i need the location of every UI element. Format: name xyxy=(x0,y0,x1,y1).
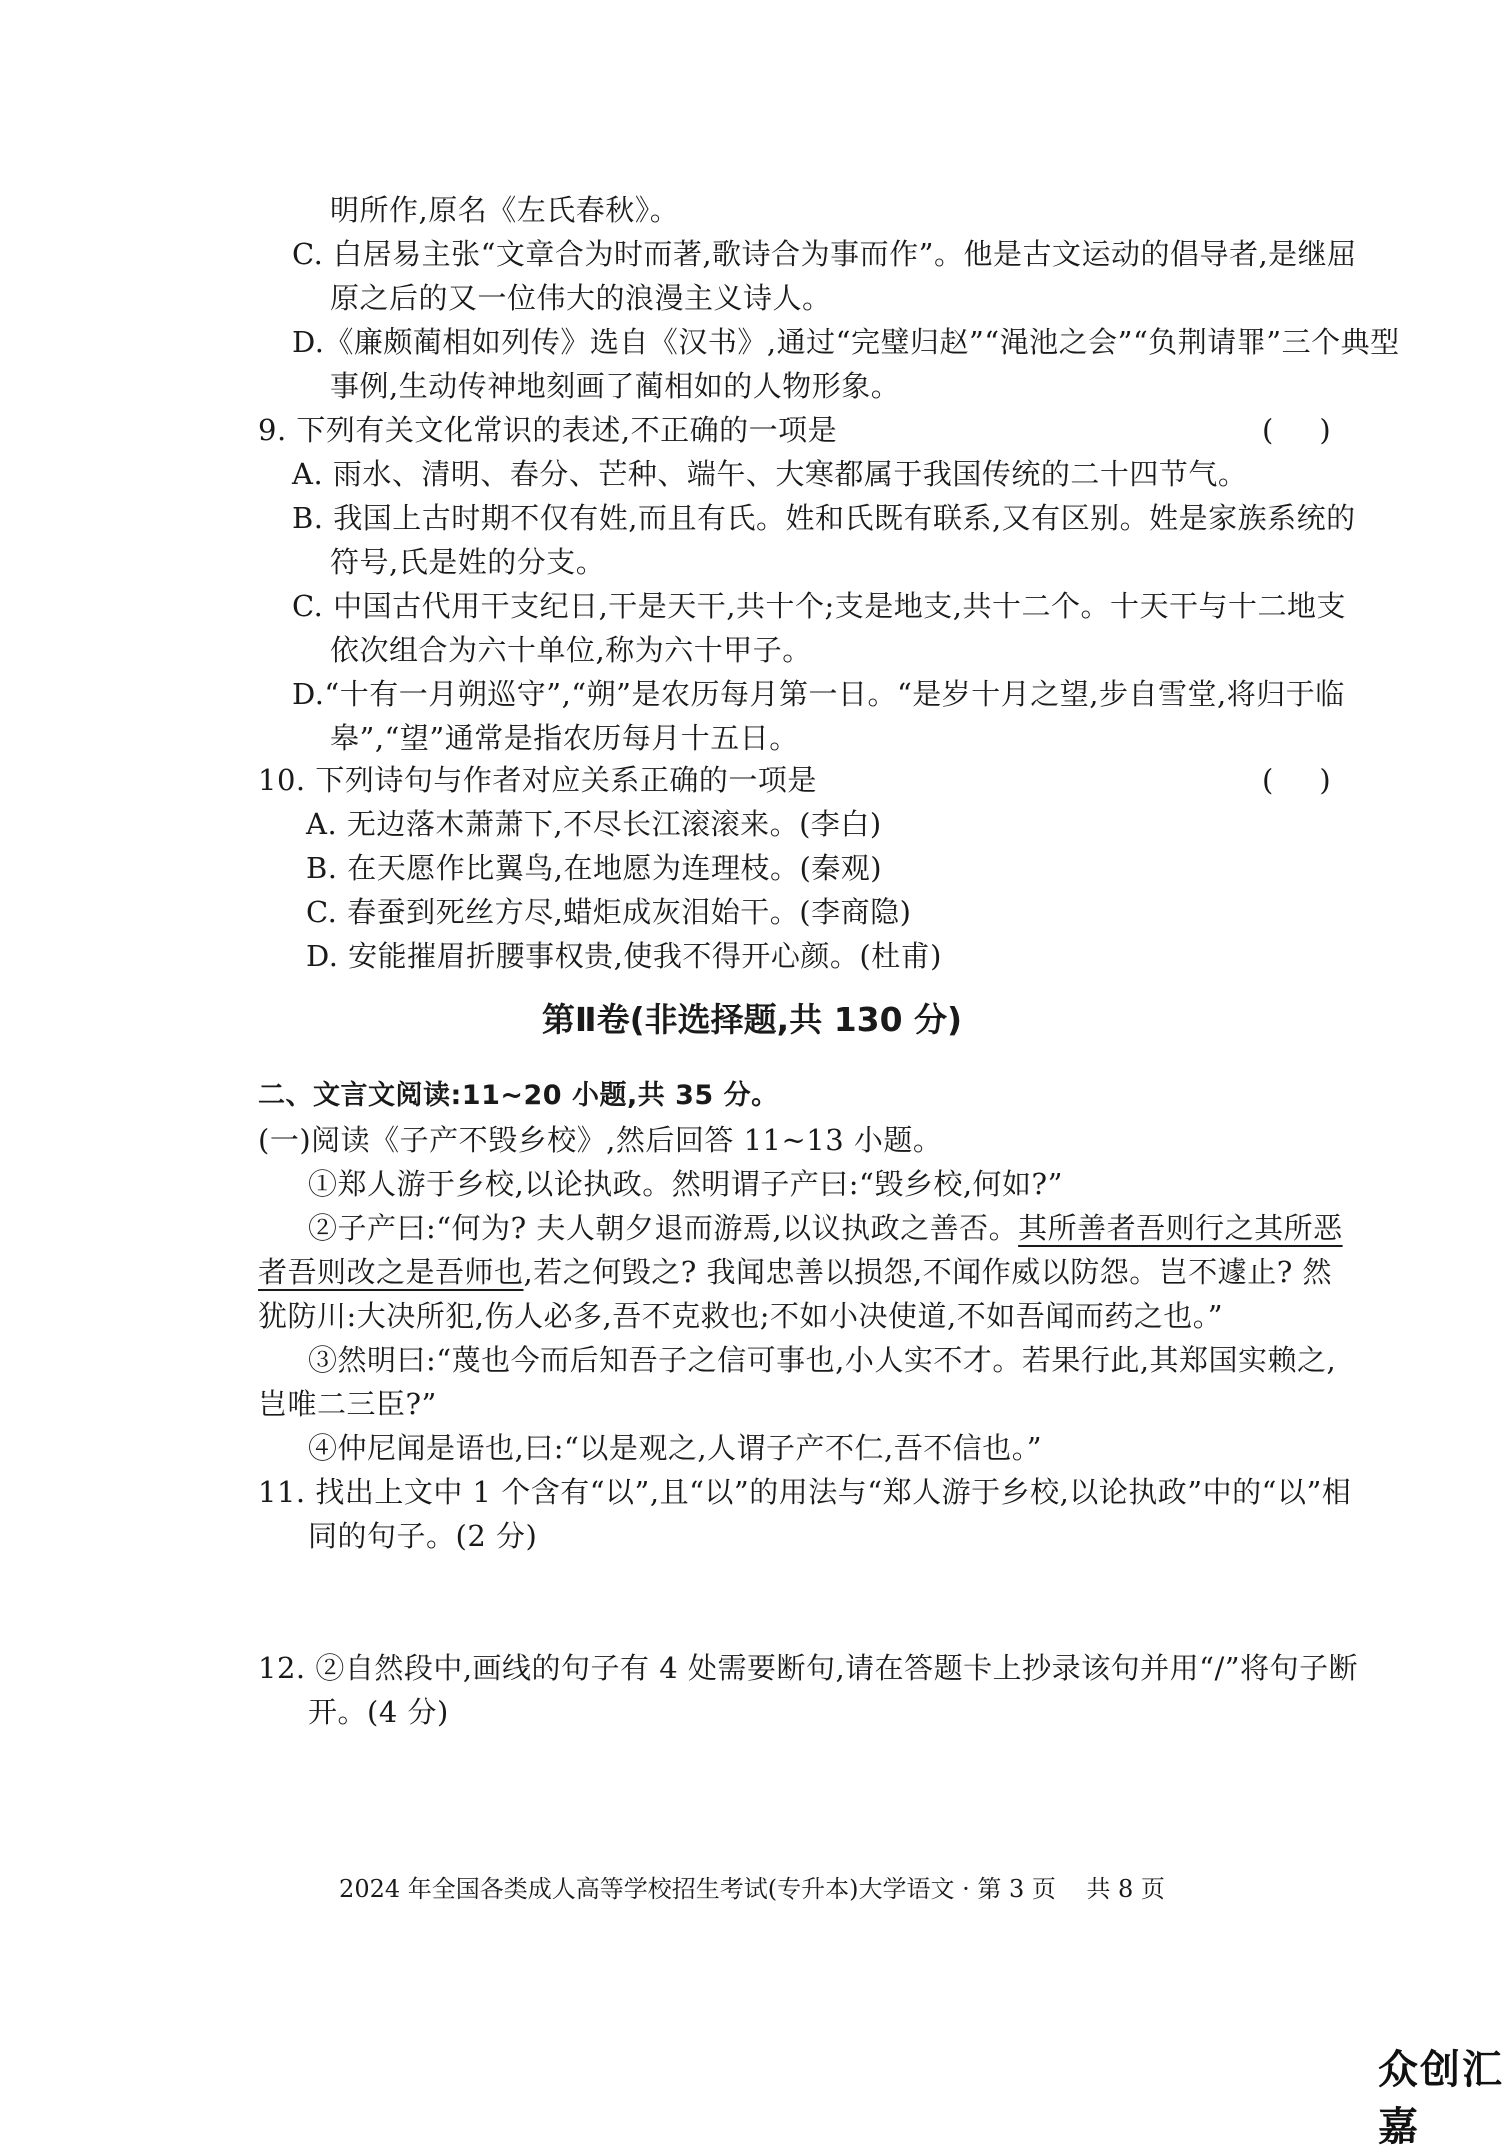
option-b-continuation: 明所作,原名《左氏春秋》。 xyxy=(330,193,680,227)
question-12-line2: 开。(4 分) xyxy=(308,1695,449,1729)
q9-option-c-line1: C. 中国古代用干支纪日,干是天干,共十个;支是地支,共十二个。十天干与十二地支 xyxy=(292,589,1347,623)
q10-option-b: B. 在天愿作比翼鸟,在地愿为连理枝。(秦观) xyxy=(306,851,883,885)
underlined-sentence-part2: 者吾则改之是吾师也 xyxy=(258,1255,524,1289)
passage-paragraph-3-line2: 岂唯二三臣?” xyxy=(258,1387,437,1421)
passage-p2-text: ②子产曰:“何为? 夫人朝夕退而游焉,以议执政之善否。 xyxy=(308,1211,1019,1245)
q9-option-c-line2: 依次组合为六十单位,称为六十甲子。 xyxy=(330,633,812,667)
question-10-answer-paren: ( ) xyxy=(1262,763,1331,797)
question-11-line2: 同的句子。(2 分) xyxy=(308,1519,538,1553)
passage-paragraph-4: ④仲尼闻是语也,曰:“以是观之,人谓子产不仁,吾不信也。” xyxy=(308,1431,1043,1465)
q9-option-a: A. 雨水、清明、春分、芒种、端午、大寒都属于我国传统的二十四节气。 xyxy=(292,457,1248,491)
q9-option-d-line2: 皋”,“望”通常是指农历每月十五日。 xyxy=(330,721,799,755)
question-9-stem: 9. 下列有关文化常识的表述,不正确的一项是 xyxy=(258,413,838,447)
passage-paragraph-3-line1: ③然明曰:“蔑也今而后知吾子之信可事也,小人实不才。若果行此,其郑国实赖之, xyxy=(308,1343,1337,1377)
q9-option-b-line1: B. 我国上古时期不仅有姓,而且有氏。姓和氏既有联系,又有区别。姓是家族系统的 xyxy=(292,501,1356,535)
question-9-answer-paren: ( ) xyxy=(1262,413,1331,447)
q8-option-d-line2: 事例,生动传神地刻画了蔺相如的人物形象。 xyxy=(330,369,901,403)
q10-option-a: A. 无边落木萧萧下,不尽长江滚滚来。(李白) xyxy=(306,807,882,841)
q9-option-d-line1: D.“十有一月朔巡守”,“朔”是农历每月第一日。“是岁十月之望,步自雪堂,将归于临 xyxy=(292,677,1345,711)
reading-1-instruction: (一)阅读《子产不毁乡校》,然后回答 11~13 小题。 xyxy=(258,1123,943,1157)
watermark-logo: 众创汇嘉 xyxy=(1378,2047,1504,2150)
passage-p2-text-cont: ,若之何毁之? 我闻忠善以损怨,不闻作威以防怨。岂不遽止? 然 xyxy=(523,1255,1332,1289)
question-10-stem: 10. 下列诗句与作者对应关系正确的一项是 xyxy=(258,763,817,797)
question-11-line1: 11. 找出上文中 1 个含有“以”,且“以”的用法与“郑人游于乡校,以论执政”中的“以”相 xyxy=(258,1475,1352,1509)
question-12-line1: 12. ②自然段中,画线的句子有 4 处需要断句,请在答题卡上抄录该句并用“/”将句子断 xyxy=(258,1651,1359,1685)
passage-paragraph-1: ①郑人游于乡校,以论执政。然明谓子产曰:“毁乡校,何如?” xyxy=(308,1167,1063,1201)
q10-option-d: D. 安能摧眉折腰事权贵,使我不得开心颜。(杜甫) xyxy=(306,939,943,973)
page-footer: 2024 年全国各类成人高等学校招生考试(专升本)大学语文 · 第 3 页 共 8 页 xyxy=(339,1875,1165,1903)
q8-option-c-line1: C. 白居易主张“文章合为时而著,歌诗合为事而作”。他是古文运动的倡导者,是继屈 xyxy=(292,237,1357,271)
q8-option-d-line1: D.《廉颇蔺相如列传》选自《汉书》,通过“完璧归赵”“渑池之会”“负荆请罪”三个典型 xyxy=(292,325,1400,359)
section-title-volume-2: 第Ⅱ卷(非选择题,共 130 分) xyxy=(541,1000,963,1039)
passage-paragraph-2-line3: 犹防川:大决所犯,伤人必多,吾不克救也;不如小决使道,不如吾闻而药之也。” xyxy=(258,1299,1224,1333)
part-2-heading: 二、文言文阅读:11~20 小题,共 35 分。 xyxy=(258,1080,779,1111)
q8-option-c-line2: 原之后的又一位伟大的浪漫主义诗人。 xyxy=(330,281,832,315)
q10-option-c: C. 春蚕到死丝方尽,蜡炬成灰泪始干。(李商隐) xyxy=(306,895,912,929)
passage-paragraph-2-line2 xyxy=(258,1252,1332,1292)
underlined-sentence-part1: 其所善者吾则行之其所恶 xyxy=(1018,1211,1343,1245)
q9-option-b-line2: 符号,氏是姓的分支。 xyxy=(330,545,606,579)
passage-paragraph-2-line1 xyxy=(308,1208,1343,1248)
